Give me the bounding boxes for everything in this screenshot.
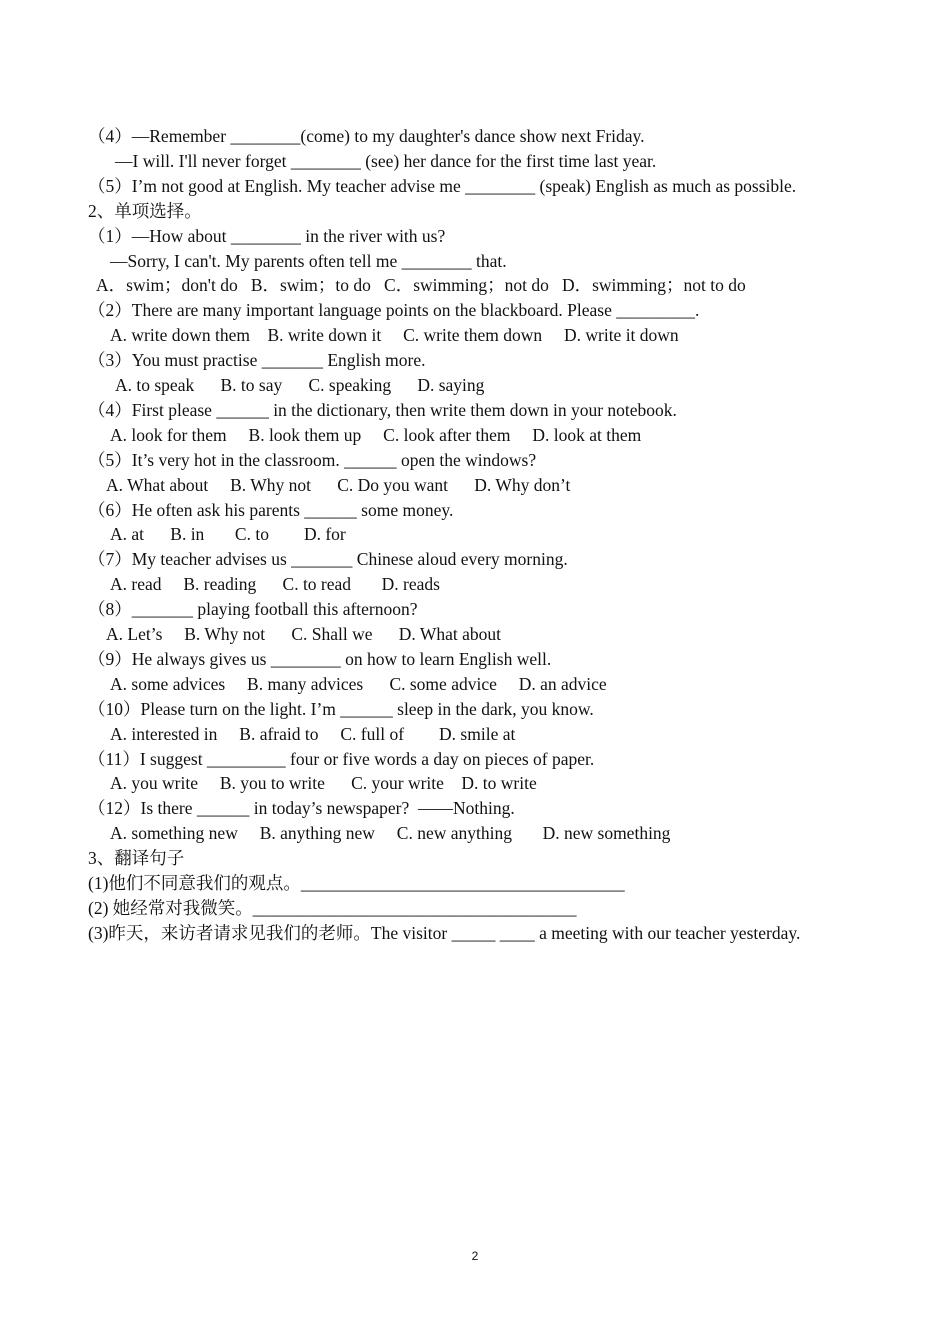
text-line: A. Let’s B. Why not C. Shall we D. What about	[106, 624, 502, 644]
text-line: A. to speak B. to say C. speaking D. saying	[115, 375, 485, 395]
text-line: A. something new B. anything new C. new anything D. new something	[110, 823, 671, 844]
text-line: （5）It’s very hot in the classroom. ______ open the windows?	[88, 449, 537, 470]
text-line: 3、翻译句子	[88, 848, 185, 869]
text-line: A. read B. reading C. to read D. reads	[110, 574, 440, 595]
text-line: （11）I suggest _________ four or five words a day on pieces of paper.	[88, 748, 595, 769]
text-line: A. write down them B. write down it C. write them down D. write it down	[110, 325, 679, 346]
text-line: (2) 她经常对我微笑。_____________________________________	[88, 897, 577, 918]
text-line: —Sorry, I can't. My parents often tell me ________ that.	[110, 250, 507, 271]
text-line: 2、单项选择。	[88, 200, 202, 221]
text-line: （9）He always gives us ________ on how to learn English well.	[88, 648, 552, 669]
text-line: （6）He often ask his parents ______ some money.	[88, 499, 454, 520]
text-line: （12）Is there ______ in today’s newspaper? ——Nothing.	[88, 798, 515, 819]
text-line: A．swim；don't do B．swim；to do C．swimming；not do D．swimming；not to do	[96, 275, 746, 296]
text-line: （2）There are many important language points on the blackboard. Please _________.	[88, 300, 700, 321]
page-number: 2	[471, 1249, 479, 1263]
text-line: （10）Please turn on the light. I’m ______ sleep in the dark, you know.	[88, 698, 594, 719]
text-line: （1）—How about ________ in the river with us?	[88, 225, 446, 246]
text-line: （4）First please ______ in the dictionary, then write them down in your notebook.	[88, 399, 677, 420]
text-line: （7）My teacher advises us _______ Chinese aloud every morning.	[88, 549, 568, 570]
text-line: （5）I’m not good at English. My teacher advise me ________ (speak) English as much as possible.	[88, 175, 797, 196]
text-line: （3）You must practise _______ English more.	[88, 350, 426, 371]
text-line: A. some advices B. many advices C. some advice D. an advice	[110, 673, 607, 694]
text-line: A. interested in B. afraid to C. full of D. smile at	[110, 723, 516, 744]
text-line: A. at B. in C. to D. for	[110, 524, 346, 545]
text-line: (3)昨天，来访者请求见我们的老师。The visitor _____ ____ a meeting with our teacher yesterday.	[88, 922, 801, 943]
text-line: A. look for them B. look them up C. look after them D. look at them	[110, 424, 642, 445]
text-line: A. you write B. you to write C. your write D. to write	[110, 773, 537, 794]
text-line: (1)他们不同意我们的观点。_____________________________________	[88, 873, 625, 893]
text-line: （4）—Remember ________(come) to my daughter's dance show next Friday.	[88, 126, 645, 146]
text-line: （8）_______ playing football this afternoon?	[88, 599, 418, 620]
text-line: A. What about B. Why not C. Do you want D. Why don’t	[106, 474, 571, 495]
text-line: —I will. I'll never forget ________ (see) her dance for the first time last year.	[115, 150, 657, 171]
